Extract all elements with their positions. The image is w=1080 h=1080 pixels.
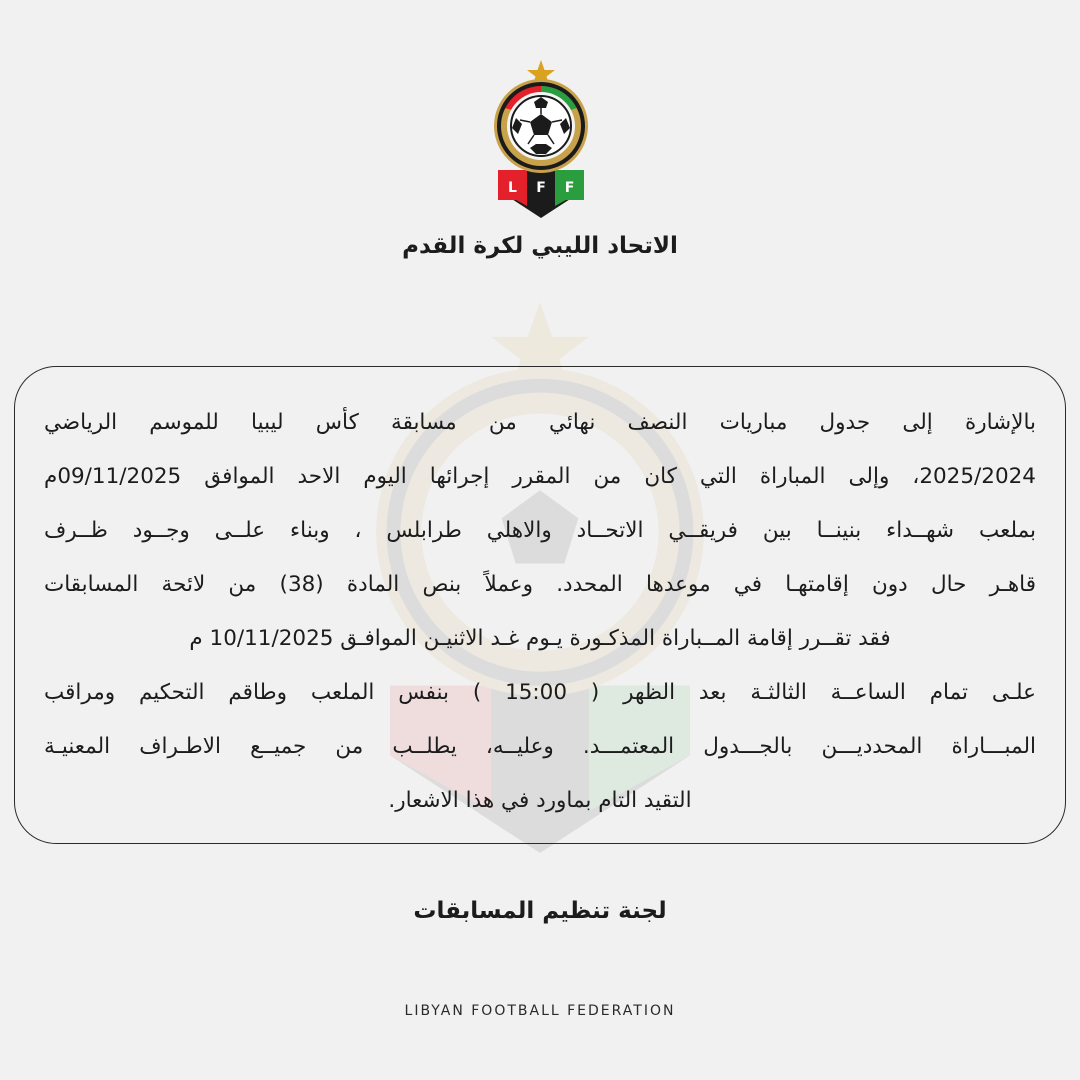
notice-line: المبـــاراة المحدديـــن بالجـــدول المعتمـــد. وعليــه، يطلــب من جميــع الاطـراف المعنيـة	[44, 734, 1036, 759]
svg-text:F: F	[564, 180, 575, 196]
svg-text:F: F	[536, 180, 546, 196]
notice-line: التقيد التام بماورد في هذا الاشعار.	[388, 788, 692, 813]
federation-name: الاتحاد الليبي لكرة القدم	[402, 233, 678, 259]
notice-line: 2025/2024، وإلى المباراة التي كان من المقرر إجرائها اليوم الاحد الموافق 09/11/2025م	[44, 464, 1036, 489]
svg-text:L: L	[508, 180, 517, 196]
notice-line: بملعب شهــداء بنينــا بين فريقــي الاتحــاد والاهلي طرابلس ، وبناء علــى وجــود ظــرف	[44, 518, 1036, 543]
notice-line: قاهـر حال دون إقامتهـا في موعدها المحدد. وعملاً بنص المادة (38) من لائحة المسابقات	[44, 572, 1036, 597]
notice-line: بالإشارة إلى جدول مباريات النصف نهائي من مسابقة كأس ليبيا للموسم الرياضي	[44, 410, 1036, 435]
notice-line: علـى تمام الساعــة الثالثـة بعد الظهر ( 15:00 ) بنفس الملعب وطاقم التحكيم ومراقب	[44, 680, 1036, 705]
lff-logo	[490, 58, 592, 220]
signature-committee: لجنة تنظيم المسابقات	[413, 898, 667, 924]
notice-line: فقد تقــرر إقامة المــباراة المذكـورة يـوم غـد الاثنيـن الموافـق 10/11/2025 م	[189, 626, 891, 651]
notice-body	[44, 403, 1036, 835]
footer-federation-name: LIBYAN FOOTBALL FEDERATION	[404, 1003, 676, 1019]
